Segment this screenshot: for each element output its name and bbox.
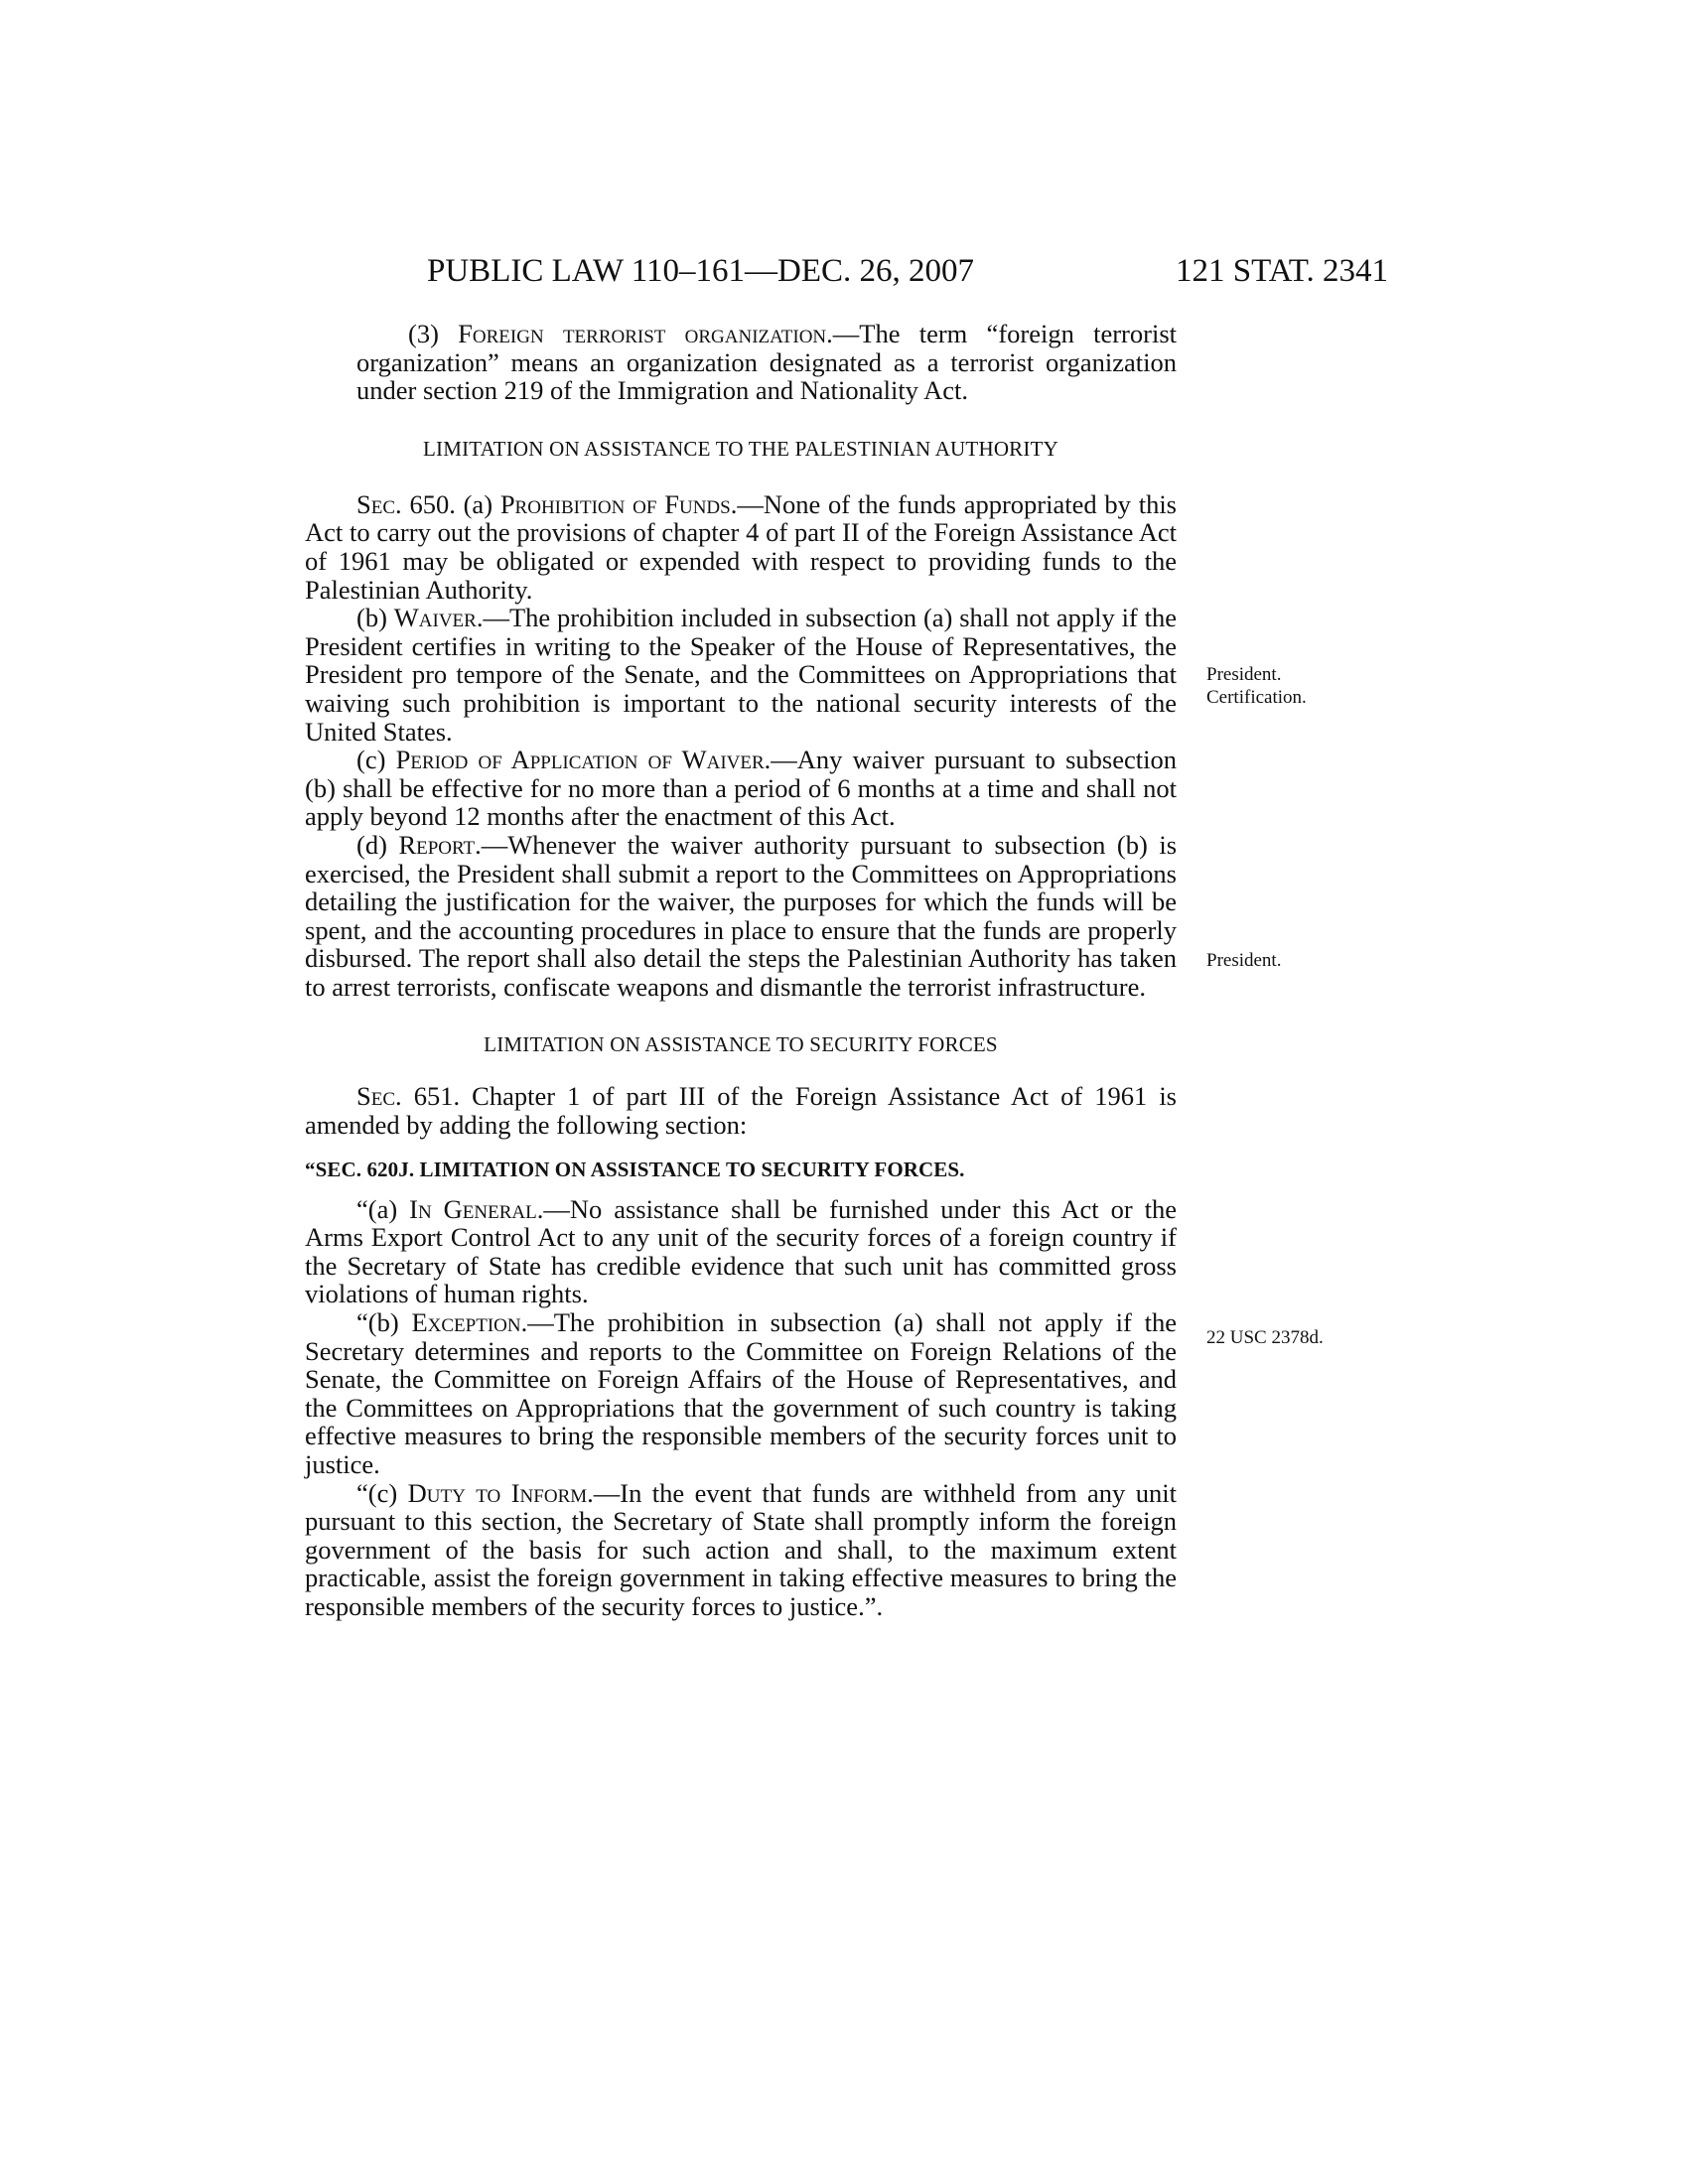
- sec-word: Sec: [356, 1081, 396, 1112]
- sec-651-intro: [305, 1082, 1177, 1139]
- subsection-heading: In General: [409, 1193, 537, 1224]
- subsection-text: .—No assistance shall be furnished under this Act or the Arms Export Control Act to any unit of the security forces of a foreign country if the Secretary of State has credible evidence that such unit has committed gross violations of human rights.: [305, 1193, 1177, 1309]
- subsection-text: .—None of the funds appropriated by this Act to carry out the provisions of chapter 4 of part II of the Foreign Assistance Act of 1961 may be obligated or expended with respect to providing funds to the Palestinian Authority.: [305, 488, 1177, 605]
- subsection-text: .—Whenever the waiver authority pursuant to subsection (b) is exercised, the President shall submit a report to the Committees on Appropriations detailing the justification for the waiver, the purposes for which the funds will be spent, and the accounting procedures in place to ensure that the funds are properly disbursed. The report shall also detail the steps the Palestinian Authority has taken to arrest terrorists, confiscate weapons and dismantle the terrorist infrastructure.: [305, 829, 1178, 1002]
- new-section-620j-heading: “SEC. 620J. LIMITATION ON ASSISTANCE TO SECURITY FORCES.: [305, 1157, 965, 1181]
- subsection-label: (d): [356, 829, 399, 860]
- sec-650-subsection-b: [305, 604, 1177, 746]
- sec-intro-text: . 651. Chapter 1 of part III of the Foreign Assistance Act of 1961 is amended by adding the following section:: [305, 1081, 1177, 1141]
- margin-note-certification: Certification.: [1206, 687, 1307, 708]
- definition-text: .—The term “foreign terrorist organization” means an organization designated as a terrorist organization under section 219 of the Immigration and Nationality Act.: [356, 319, 1177, 406]
- statute-page-citation: 121 STAT. 2341: [1175, 253, 1388, 289]
- subsection-text: .—The prohibition included in subsection (a) shall not apply if the President certifies in writing to the Speaker of the House of Representatives, the President pro tempore of the Senate, and the Committees on Appropriations that waiving such prohibition is important to the national security interests of the United States.: [305, 603, 1177, 747]
- subsection-heading: Exception: [411, 1307, 521, 1338]
- running-header: [427, 246, 1388, 296]
- subsection-text: .—In the event that funds are withheld from any unit pursuant to this section, the Secretary of State shall promptly inform the foreign government of the basis for such action and shall, to the maximum extent practicable, assist the foreign government in taking effective measures to bring the responsible members of the security forces to justice.”.: [305, 1477, 1177, 1621]
- subsection-heading: Report: [398, 829, 476, 860]
- section-651-heading: LIMITATION ON ASSISTANCE TO SECURITY FORCES: [484, 1032, 998, 1057]
- sec-620j-subsection-a: [305, 1195, 1177, 1308]
- sec-650-subsection-d: [305, 831, 1177, 1002]
- body-text: [305, 320, 1177, 1621]
- margin-note-president: President.: [1206, 950, 1282, 971]
- subsection-heading: Duty to Inform: [407, 1477, 588, 1508]
- public-law-title: PUBLIC LAW 110–161—DEC. 26, 2007: [427, 253, 975, 289]
- subsection-label: “(a): [356, 1193, 410, 1224]
- subsection-label: (c): [356, 745, 396, 775]
- subsection-label: “(b): [356, 1307, 412, 1338]
- subsection-label: (b): [356, 603, 394, 633]
- definition-3: [356, 320, 1177, 405]
- subsection-text: .—Any waiver pursuant to subsection (b) shall be effective for no more than a period of 6 months at a time and shall not apply beyond 12 months after the enactment of this Act.: [305, 745, 1177, 832]
- sec-620j-subsection-c: [305, 1479, 1177, 1621]
- subsection-heading: Prohibition of Funds: [499, 488, 731, 519]
- sec-620j-subsection-b: [305, 1308, 1177, 1479]
- definition-term: Foreign terrorist organization: [458, 319, 827, 348]
- subsection-label: “(c): [356, 1477, 408, 1508]
- margin-note-usc-citation: 22 USC 2378d.: [1206, 1327, 1324, 1348]
- subsection-heading: Waiver: [393, 603, 477, 633]
- subsection-heading: Period of Application of Waiver: [395, 745, 765, 775]
- subsection-text: .—The prohibition in subsection (a) shall not apply if the Secretary determines and reports to the Committee on Foreign Relations of the Senate, the Committee on Foreign Affairs of the House of Representatives, and the Committees on Appropriations that the government of such country is taking effective measures to bring the responsible members of the security forces unit to justice.: [305, 1307, 1177, 1479]
- definition-number: (3): [408, 319, 439, 348]
- sec-label: . 650. (a): [395, 488, 500, 519]
- margin-note-president: President.: [1206, 664, 1282, 685]
- sec-word: Sec: [356, 488, 396, 519]
- sec-650-subsection-a: [305, 490, 1177, 604]
- definition-paragraph: [356, 320, 1177, 405]
- section-650-heading: LIMITATION ON ASSISTANCE TO THE PALESTINIAN AUTHORITY: [423, 436, 1058, 461]
- sec-650-subsection-c: [305, 746, 1177, 831]
